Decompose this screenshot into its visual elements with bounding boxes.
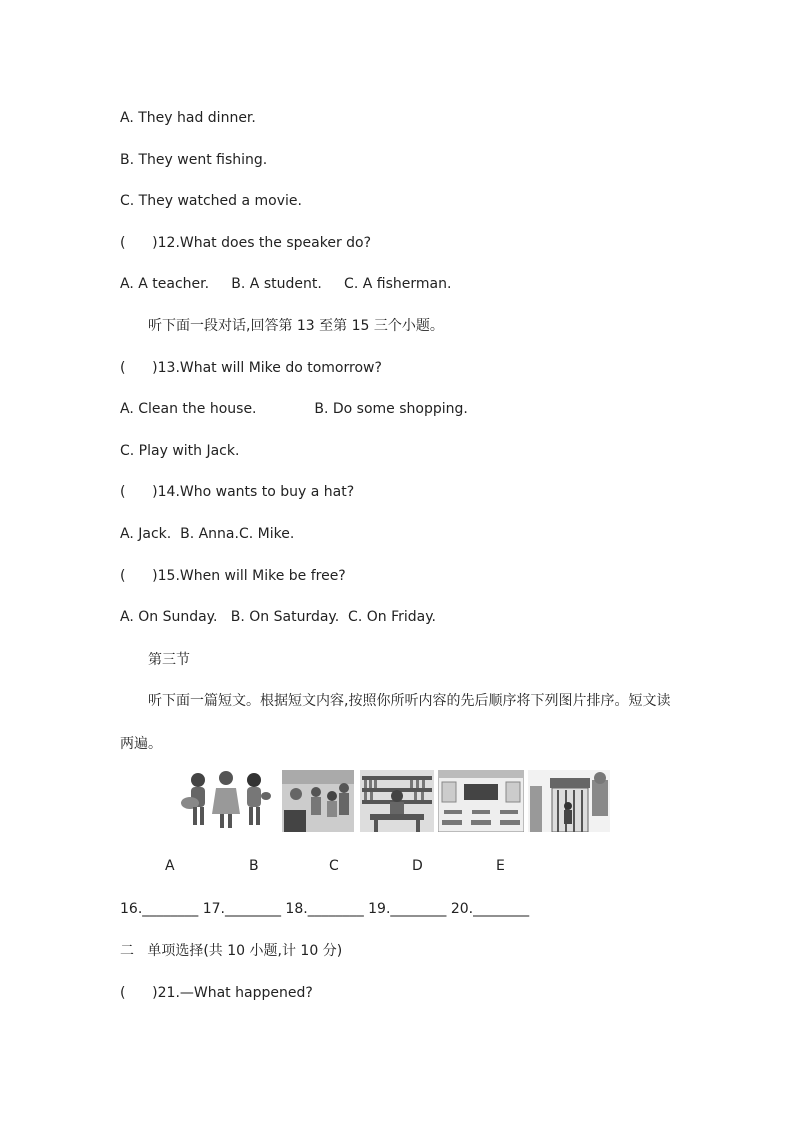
question-14: ( )14.Who wants to buy a hat? [120,484,355,500]
part-2-heading: 二 单项选择(共 10 小题,计 10 分) [120,943,343,959]
classroom-icon [438,770,524,832]
section-3-instruction-cont: 两遍。 [120,736,162,752]
section-3-heading: 第三节 [148,652,190,668]
option-11b: B. They went fishing. [120,152,268,168]
section-3-instruction: 听下面一篇短文。根据短文内容,按照你所听内容的先后顺序将下列图片排序。短文读 [148,693,671,709]
question-13: ( )13.What will Mike do tomorrow? [120,360,382,376]
option-13c: C. Play with Jack. [120,443,240,459]
question-12: ( )12.What does the speaker do? [120,235,372,251]
picture-label-a: A [165,858,175,874]
picture-label-d: D [412,858,423,874]
options-14: A. Jack. B. Anna.C. Mike. [120,526,295,542]
picture-label-e: E [496,858,505,874]
library-icon [360,770,434,832]
option-11c: C. They watched a movie. [120,193,302,209]
picture-label-b: B [249,858,259,874]
question-15: ( )15.When will Mike be free? [120,568,346,584]
building-entrance-icon [528,770,610,832]
options-13ab: A. Clean the house. B. Do some shopping. [120,401,468,417]
musicians-icon [180,770,272,832]
instruction-13-15: 听下面一段对话,回答第 13 至第 15 三个小题。 [148,318,444,334]
picture-label-c: C [329,858,339,874]
question-21: ( )21.—What happened? [120,985,313,1001]
options-15: A. On Sunday. B. On Saturday. C. On Friday. [120,609,436,625]
family-room-icon [282,770,354,832]
option-11a: A. They had dinner. [120,110,256,126]
answer-blanks-16-20: 16.________ 17.________ 18.________ 19.________ 20.________ [120,901,530,917]
options-12: A. A teacher. B. A student. C. A fisherman. [120,276,452,292]
